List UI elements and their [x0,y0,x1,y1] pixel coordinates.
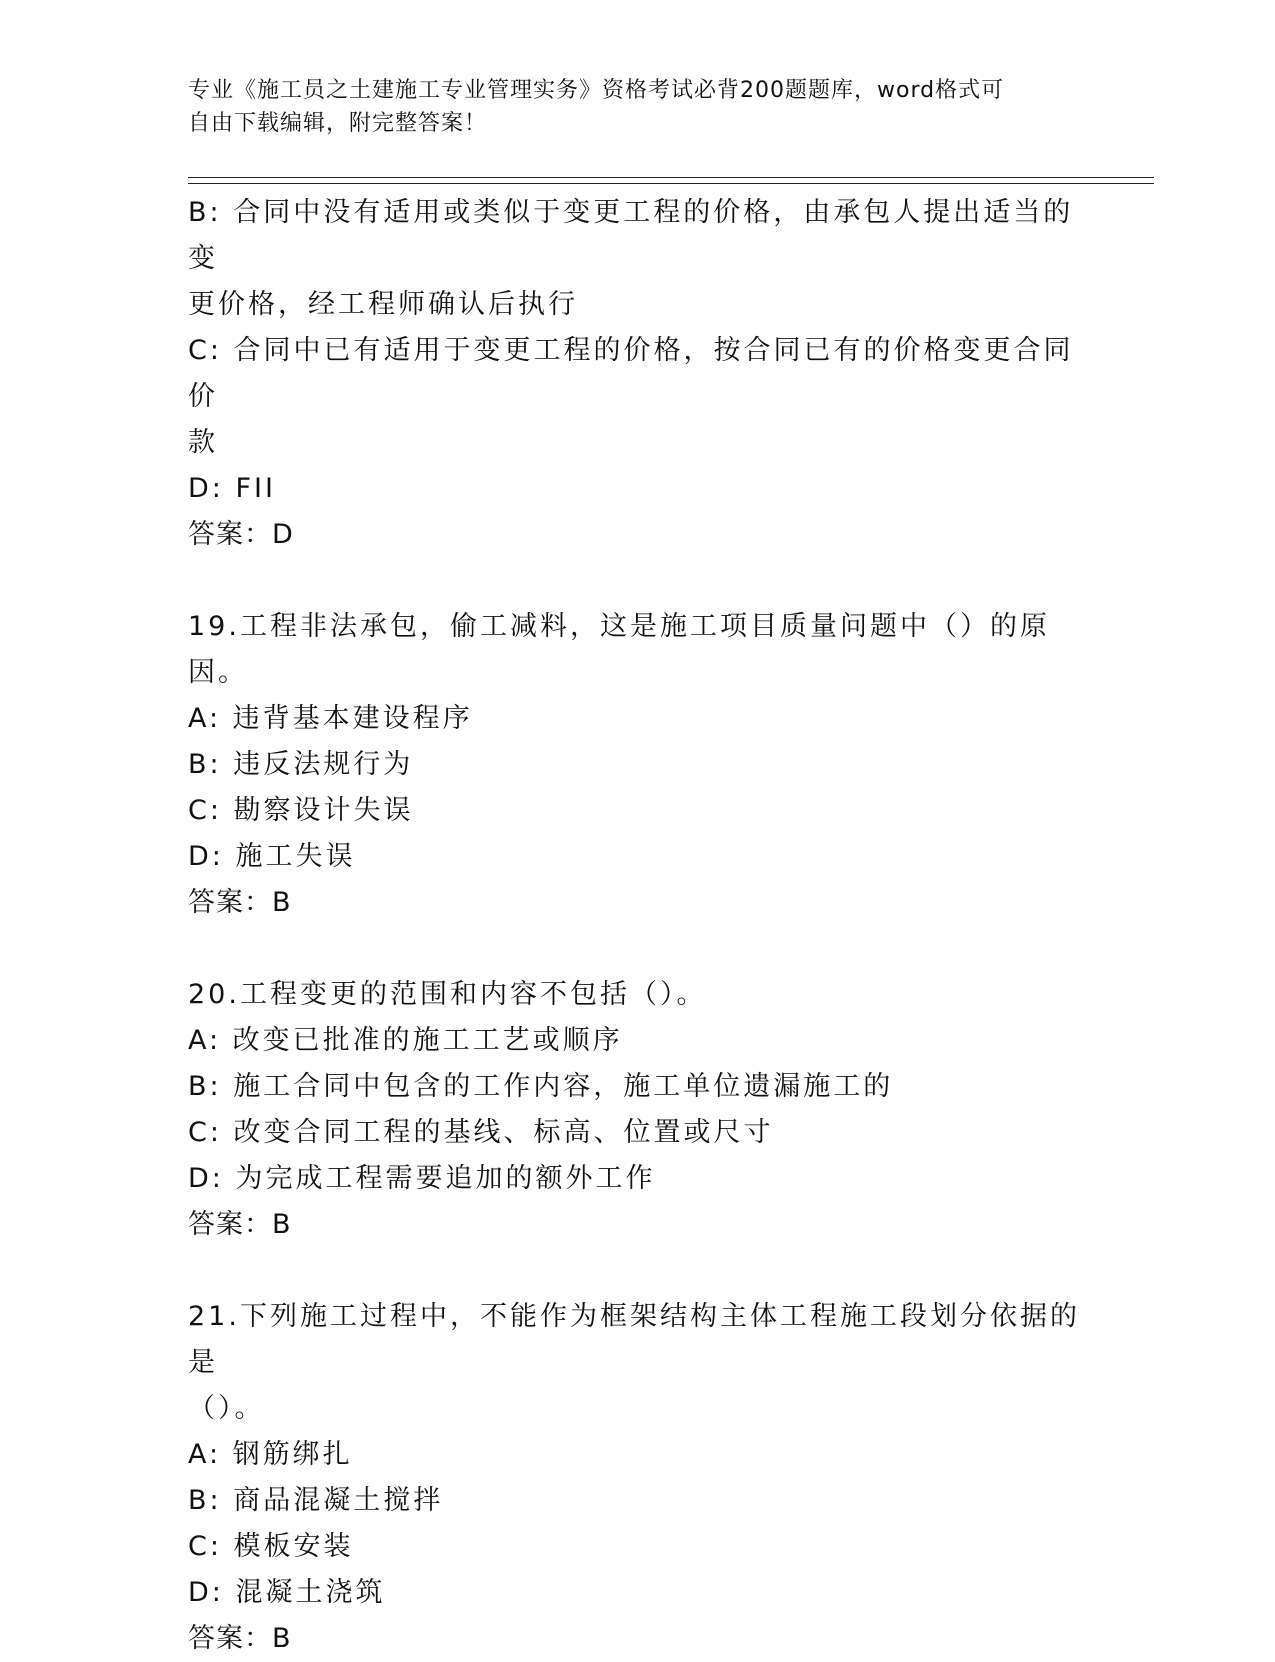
option-b-line-2: 更价格，经工程师确认后执行 [188,289,578,320]
spacer [188,926,1088,972]
option-b-line-1: B: 合同中没有适用或类似于变更工程的价格，由承包人提出适当的变 [188,197,1074,274]
option-a: A: 违背基本建设程序 [188,703,473,734]
option-a: A: 改变已批准的施工工艺或顺序 [188,1025,623,1056]
option-b: B: 商品混凝土搅拌 [188,1485,444,1516]
question-19 [188,604,1088,926]
question-stem: 20.工程变更的范围和内容不包括（）。 [188,979,707,1010]
option-d: D: FII [188,473,276,504]
spacer [188,558,1088,604]
answer: 答案：D [188,519,294,550]
option-d: D: 混凝土浇筑 [188,1577,386,1608]
question-stem-line-1: 21.下列施工过程中，不能作为框架结构主体工程施工段划分依据的是 [188,1301,1080,1378]
header-divider-top [188,177,1154,178]
option-b: B: 施工合同中包含的工作内容，施工单位遗漏施工的 [188,1071,894,1102]
answer: 答案：B [188,1623,292,1654]
option-c: C: 模板安装 [188,1531,354,1562]
question-stem: 19.工程非法承包，偷工减料，这是施工项目质量问题中（）的原因。 [188,611,1050,688]
option-d: D: 为完成工程需要追加的额外工作 [188,1163,656,1194]
answer: 答案：B [188,887,292,918]
question-content [188,190,1088,1662]
spacer [188,1248,1088,1294]
option-a: A: 钢筋绑扎 [188,1439,353,1470]
continued-question [188,190,1088,558]
header-title-line-1: 专业《施工员之土建施工专业管理实务》资格考试必背200题题库，word格式可 [188,78,1005,103]
answer: 答案：B [188,1209,292,1240]
option-c-line-1: C: 合同中已有适用于变更工程的价格，按合同已有的价格变更合同价 [188,335,1074,412]
option-b: B: 违反法规行为 [188,749,414,780]
option-c-line-2: 款 [188,427,218,458]
option-c: C: 改变合同工程的基线、标高、位置或尺寸 [188,1117,774,1148]
question-21 [188,1294,1088,1662]
question-20 [188,972,1088,1248]
question-stem-line-2: （）。 [188,1393,265,1424]
option-c: C: 勘察设计失误 [188,795,414,826]
header-divider-bottom [188,183,1154,184]
header-title-line-2: 自由下载编辑，附完整答案！ [188,111,488,136]
document-header [188,74,1088,140]
option-d: D: 施工失误 [188,841,356,872]
